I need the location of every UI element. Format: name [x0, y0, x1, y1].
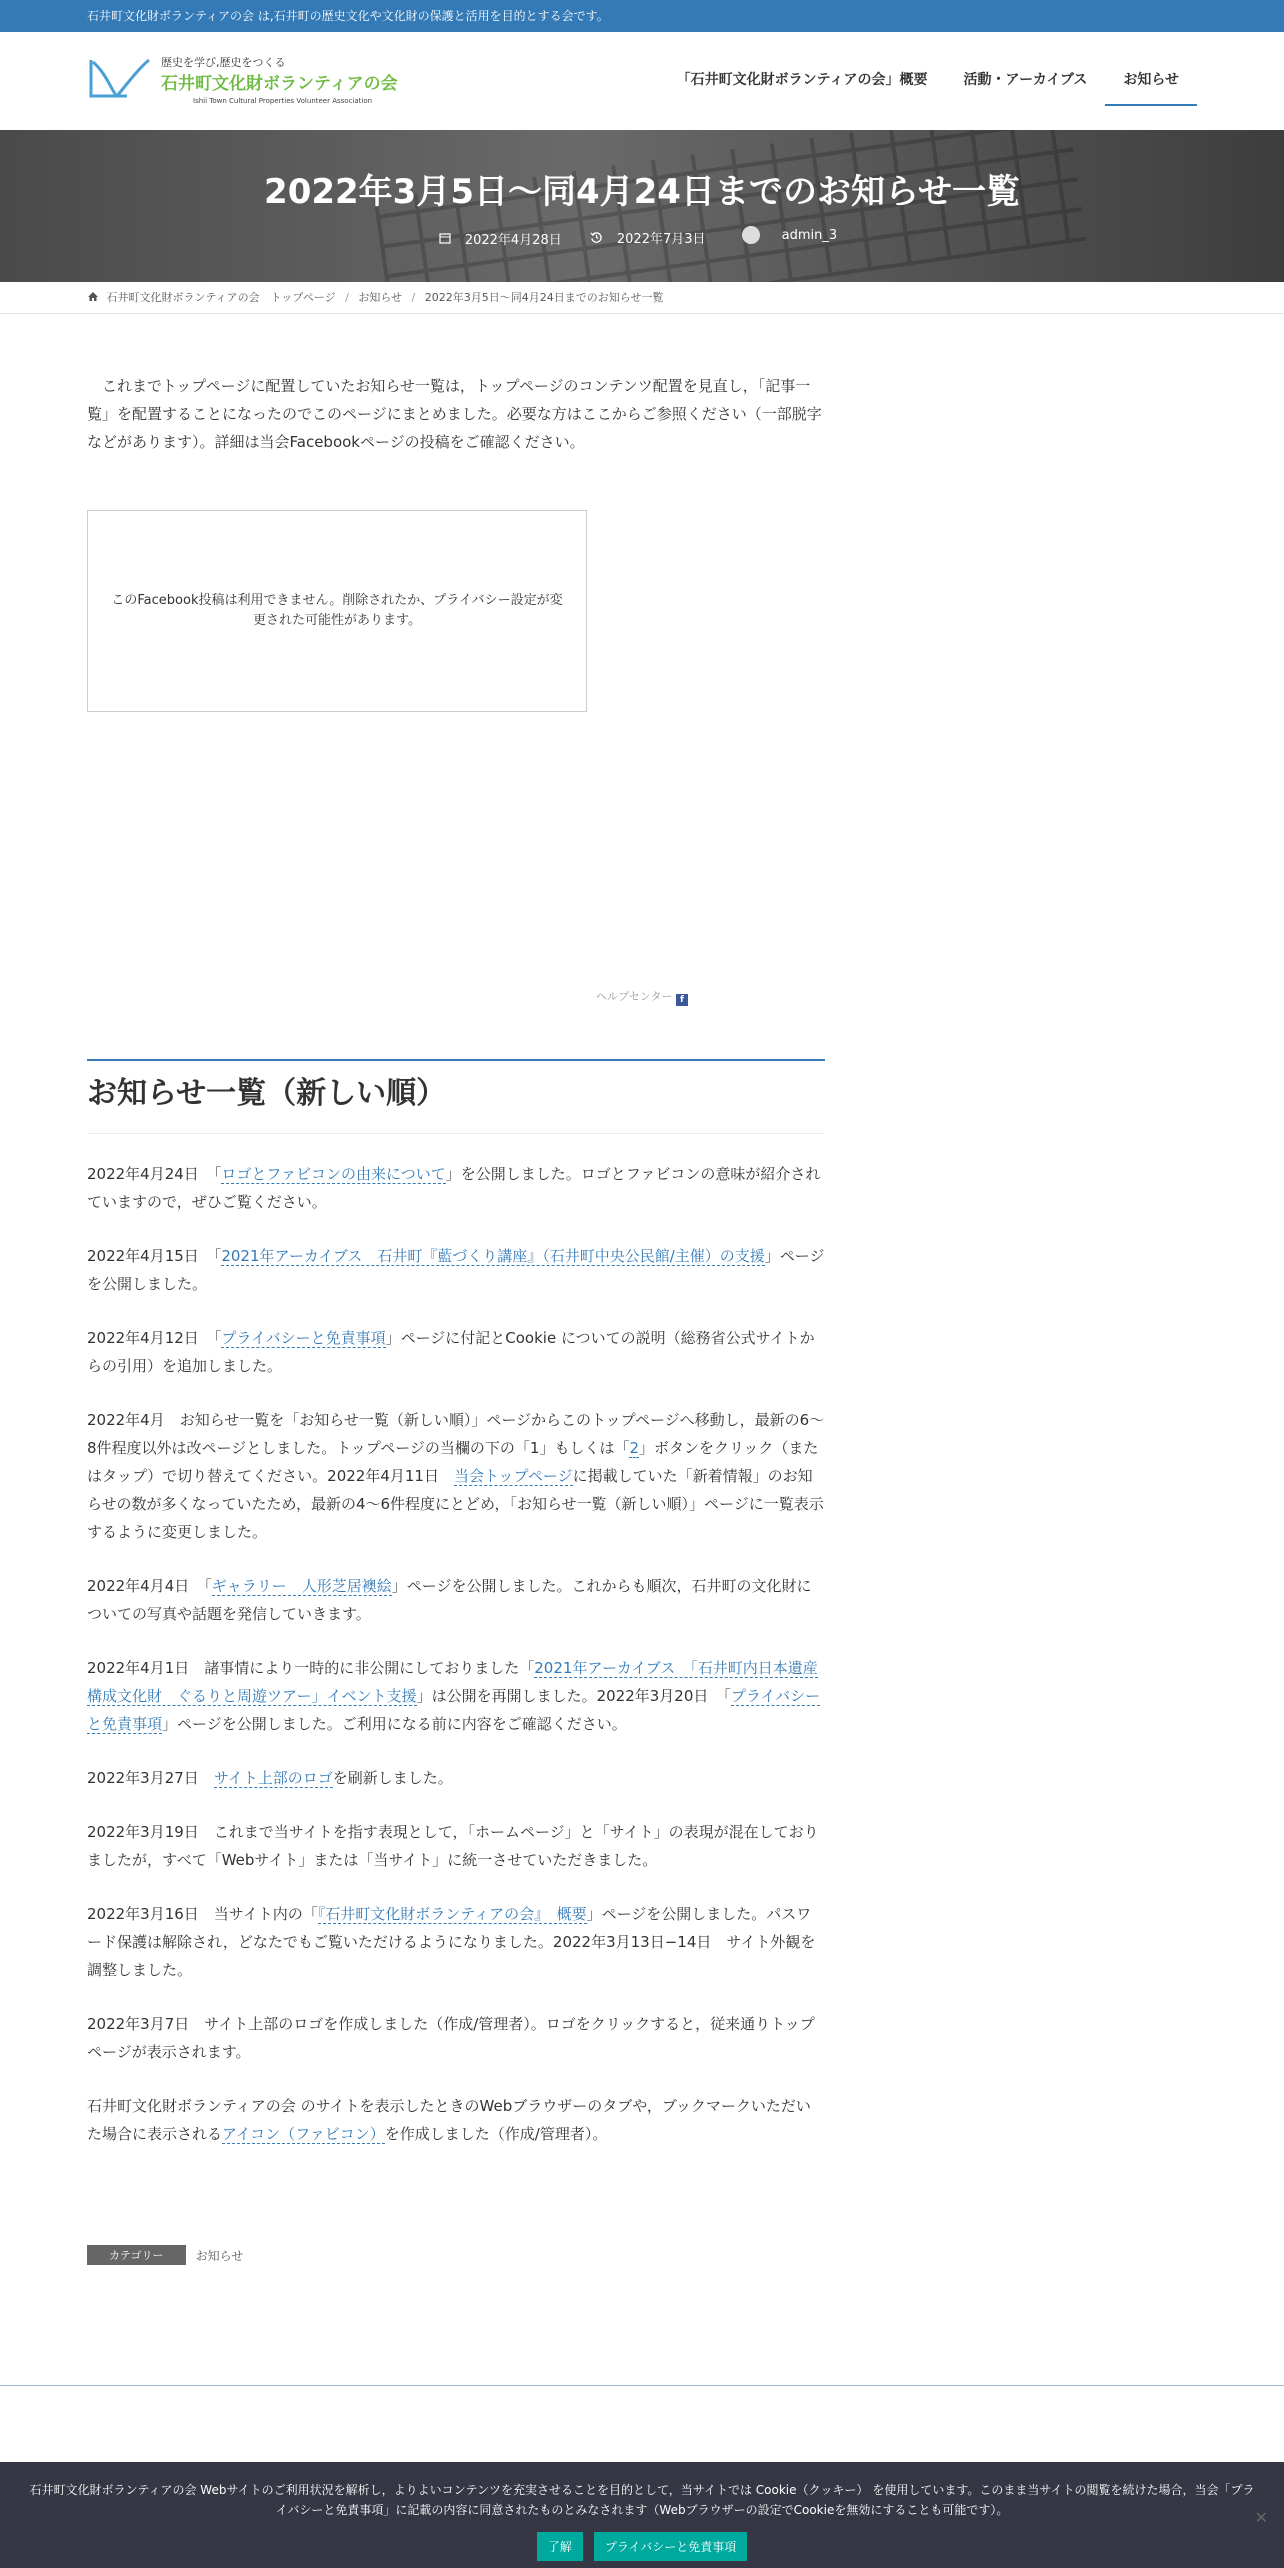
news-link[interactable]: アイコン（ファビコン）: [222, 2125, 385, 2143]
post-author[interactable]: [734, 226, 846, 244]
news-item: 2022年3月7日 サイト上部のロゴを作成しました（作成/管理者）。ロゴをクリックすると，従来通りトップページが表示されます。: [87, 2015, 815, 2061]
news-item: 2022年4月15日 「2021年アーカイブス 石井町『藍づくり講座』（石井町中央公民館/主催）の支援」ページを公開しました。: [87, 1247, 825, 1293]
news-link[interactable]: プライバシーと免責事項: [87, 1687, 821, 1733]
close-icon[interactable]: ✕: [1254, 2508, 1268, 2527]
published-date-text: 2022年4月28日: [464, 232, 562, 248]
nav-item-overview[interactable]: 「石井町文化財ボランティアの会」概要: [676, 72, 928, 88]
news-link[interactable]: ロゴとファビコンの由来について: [221, 1165, 446, 1183]
privacy-policy-button[interactable]: プライバシーと免責事項: [594, 2532, 747, 2561]
news-link[interactable]: プライバシーと免責事項: [221, 1329, 386, 1347]
published-date: [439, 229, 570, 248]
news-item: 石井町文化財ボランティアの会 のサイトを表示したときのWebブラウザーのタブや，ブックマークいただいた場合に表示されるアイコン（ファビコン）を作成しました（作成/管理者）。: [87, 2097, 811, 2143]
news-item: 2022年4月1日 諸事情により一時的に非公開にしておりました「2021年アーカイブス 「石井町内日本遺産構成文化財 ぐるりと周遊ツアー」イベント支援」は公開を再開しました。2022年3月20日 「プライバシーと免責事項」ページを公開しました。ご利用になる前に内容をご確認ください。: [87, 1659, 821, 1733]
breadcrumb-home[interactable]: 石井町文化財ボランティアの会 トップページ: [106, 291, 336, 304]
logo-name: 石井町文化財ボランティアの会: [161, 74, 398, 94]
news-item: 2022年4月4日 「ギャラリー 人形芝居襖絵」ページを公開しました。これからも順次，石井町の文化財についての写真や話題を発信していきます。: [87, 1577, 812, 1623]
news-list: [87, 1160, 825, 2174]
facebook-embed-box: [87, 510, 587, 712]
facebook-unavailable-message: このFacebook投稿は利用できません。削除されたか、プライバシー設定が変更された可能性があります。: [111, 593, 563, 628]
news-item: 2022年3月19日 これまで当サイトを指す表現として，「ホームページ」と「サイト」の表現が混在しておりましたが，すべて「Webサイト」または「当サイト」に統一させていただきました。: [87, 1823, 819, 1869]
section-top-rule: [87, 1059, 825, 1061]
news-link[interactable]: サイト上部のロゴ: [213, 1769, 333, 1787]
logo-mark-icon: [87, 54, 157, 104]
nav-item-news[interactable]: お知らせ: [1105, 32, 1197, 130]
category-link[interactable]: お知らせ: [195, 2248, 244, 2263]
breadcrumb-separator: /: [345, 291, 349, 304]
news-section-title: お知らせ一覧（新しい順）: [87, 1070, 825, 1134]
author-avatar-icon: [742, 226, 760, 244]
breadcrumb-current: 2022年3月5日～同4月24日までのお知らせ一覧: [424, 291, 664, 304]
breadcrumb-category[interactable]: お知らせ: [358, 291, 403, 304]
news-link[interactable]: ギャラリー 人形芝居襖絵: [211, 1577, 392, 1595]
category-label-badge: カテゴリー: [87, 2245, 186, 2265]
news-item: 2022年4月 お知らせ一覧を「お知らせ一覧（新しい順）」ページからこのトップページへ移動し，最新の6～8件程度以外は改ページとしました。トップページの当欄の下の「1」もしくは「2」ボタンをクリック（またはタップ）で切り替えてください。2022年4月11日 当会トップページに掲載していた「新着情報」のお知らせの数が多くなっていたため，最新の4～6件程度にとどめ，「お知らせ一覧（新しい順）」ページに一覧表示するように変更しました。: [87, 1411, 825, 1541]
page-header-hero: [0, 130, 1284, 282]
logo-tagline: 歴史を学び,歴史をつくる: [161, 56, 286, 69]
home-icon: [87, 291, 99, 302]
nav-item-activities[interactable]: 活動・アーカイブス: [963, 72, 1088, 88]
news-link[interactable]: 2: [629, 1439, 639, 1457]
intro-paragraph: これまでトップページに配置していたお知らせ一覧は，トップページのコンテンツ配置を見直し，「記事一覧」を配置することになったのでこのページにまとめました。必要な方はここからご参照ください（一部脱字などがあります）。詳細は当会Facebookページの投稿をご確認ください。: [87, 377, 822, 451]
main-nav: [659, 32, 1197, 130]
news-link[interactable]: 『石井町文化財ボランティアの会』 概要: [317, 1905, 587, 1923]
page-title: 2022年3月5日～同4月24日までのお知らせ一覧: [264, 172, 1020, 212]
news-item: 2022年3月27日 サイト上部のロゴを刷新しました。: [87, 1769, 453, 1787]
cookie-accept-button[interactable]: 了解: [537, 2532, 583, 2561]
top-announcement-bar: [0, 0, 1284, 32]
news-item: 2022年4月24日 「ロゴとファビコンの由来について」を公開しました。ロゴとファビコンの意味が紹介されていますので，ぜひご覧ください。: [87, 1165, 821, 1211]
site-header: [0, 32, 1284, 130]
breadcrumb: [0, 282, 1284, 314]
top-announcement-text: 石井町文化財ボランティアの会 は,石井町の歴史文化や文化財の保護と活用を目的とする会です。: [87, 9, 609, 23]
updated-date-text: 2022年7月3日: [616, 232, 706, 247]
cookie-notice-text: 石井町文化財ボランティアの会 Webサイトのご利用状況を解析し，よりよいコンテンツを充実させることを目的として，当サイトでは Cookie（クッキー） を使用しています。このまま当サイトの閲覧を続けた場合，当会「プライバシーと免責事項」に記載の内容に同意されたものとみなされます（Webブラウザーの設定でCookieを無効にすることも可能です）。: [29, 2483, 1255, 2517]
cookie-consent-banner: [0, 2462, 1284, 2568]
logo-english-name: Ishii Town Cultural Properties Volunteer Association: [193, 97, 373, 105]
help-center-link[interactable]: ヘルプセンター: [596, 990, 673, 1003]
facebook-icon: f: [676, 994, 688, 1006]
site-logo[interactable]: [87, 50, 398, 112]
news-link[interactable]: 当会トップページ: [453, 1467, 573, 1485]
history-icon: [590, 231, 603, 244]
news-link[interactable]: 2021年アーカイブス 「石井町内日本遺産構成文化財 ぐるりと周遊ツアー」イベント支援: [87, 1659, 818, 1705]
post-meta: [0, 226, 1284, 248]
cookie-buttons: [0, 2532, 1284, 2561]
news-link[interactable]: 2021年アーカイブス 石井町『藍づくり講座』（石井町中央公民館/主催）の支援: [221, 1247, 765, 1265]
footer-divider: [0, 2385, 1284, 2386]
updated-date: [590, 228, 714, 247]
breadcrumb-separator: /: [411, 291, 416, 304]
facebook-help-center[interactable]: [0, 988, 1284, 1006]
post-category-row: [87, 2245, 243, 2265]
news-item: 2022年3月16日 当サイト内の「『石井町文化財ボランティアの会』 概要」ページを公開しました。パスワード保護は解除され，どなたでもご覧いただけるようになりました。2022年3月13日−14日 サイト外観を調整しました。: [87, 1905, 816, 1979]
author-name: admin_3: [781, 227, 838, 243]
news-item: 2022年4月12日 「プライバシーと免責事項」ページに付記とCookie についての説明（総務省公式サイトからの引用）を追加しました。: [87, 1329, 815, 1375]
calendar-icon: [439, 232, 451, 244]
